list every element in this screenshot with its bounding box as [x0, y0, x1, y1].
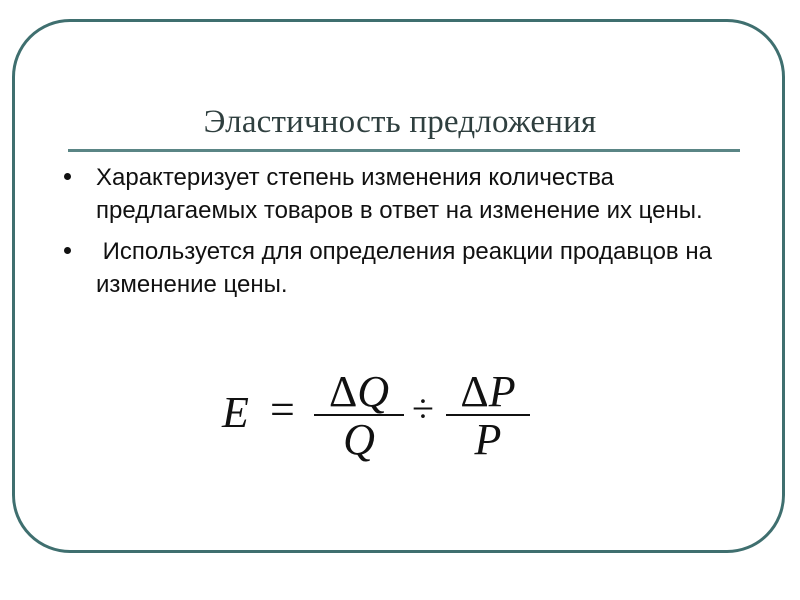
- delta-symbol: Δ: [328, 367, 358, 416]
- bullet-item: [64, 235, 724, 301]
- fraction-numerator: [446, 367, 530, 416]
- formula-divide: ÷: [412, 386, 434, 431]
- elasticity-formula: [222, 367, 542, 464]
- formula-lhs: E: [222, 388, 249, 437]
- title-underline: [68, 149, 740, 152]
- fraction-numerator: [314, 367, 404, 416]
- bullet-item: [64, 161, 724, 227]
- bullet-text: Характеризует степень изменения количества предлагаемых товаров в ответ на изменение их цены.: [96, 164, 703, 224]
- slide-title: Эластичность предложения: [203, 104, 597, 140]
- fraction-price: [446, 367, 530, 464]
- fraction-denominator: P: [474, 415, 502, 464]
- bullet-list: [64, 161, 724, 309]
- bullet-dot-icon: [64, 173, 71, 180]
- fraction-denominator: Q: [343, 415, 375, 464]
- delta-symbol: Δ: [460, 367, 489, 416]
- formula-equals: =: [270, 385, 295, 434]
- bullet-text: Используется для определения реакции продавцов на изменение цены.: [96, 238, 719, 298]
- fraction-quantity: [314, 367, 404, 464]
- bullet-dot-icon: [64, 247, 71, 254]
- numerator-variable: P: [488, 367, 516, 416]
- numerator-variable: Q: [357, 367, 390, 416]
